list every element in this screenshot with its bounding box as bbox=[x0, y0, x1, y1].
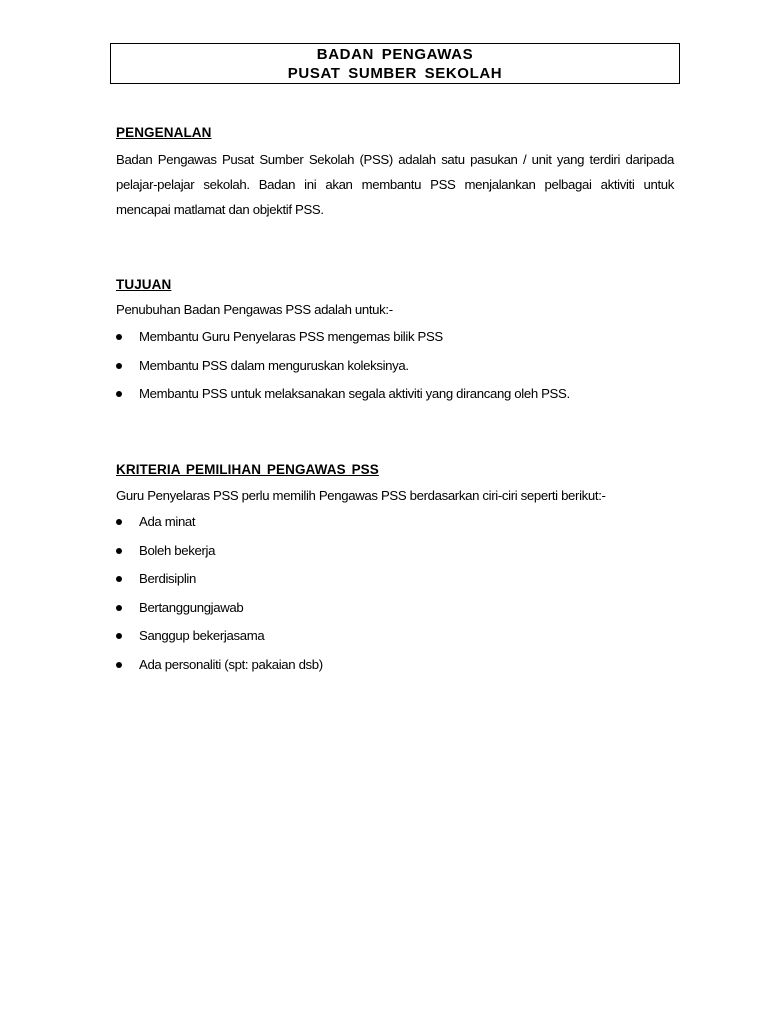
title-box bbox=[110, 43, 680, 84]
list-item-text: Bertanggungjawab bbox=[139, 599, 244, 615]
list-kriteria bbox=[116, 512, 323, 684]
list-item bbox=[116, 327, 570, 356]
list-item-text: Ada minat bbox=[139, 514, 196, 529]
list-item bbox=[116, 598, 323, 627]
list-tujuan bbox=[116, 327, 570, 413]
list-item-text: Ada personaliti (spt: pakaian dsb) bbox=[139, 656, 323, 672]
bullet-icon bbox=[116, 363, 122, 369]
list-item-text: Berdisiplin bbox=[139, 571, 196, 587]
bullet-icon bbox=[116, 633, 122, 639]
title-line-2: PUSAT SUMBER SEKOLAH bbox=[287, 65, 503, 82]
list-item-text: Membantu PSS dalam menguruskan koleksinya. bbox=[139, 357, 409, 373]
list-item bbox=[116, 512, 323, 541]
list-item bbox=[116, 655, 323, 684]
heading-tujuan: TUJUAN bbox=[116, 277, 172, 292]
intro-tujuan: Penubuhan Badan Pengawas PSS adalah untuk:- bbox=[116, 302, 393, 317]
list-item-text: Membantu PSS untuk melaksanakan segala aktiviti yang dirancang oleh PSS. bbox=[139, 386, 570, 401]
title-line-1: BADAN PENGAWAS bbox=[316, 46, 474, 63]
list-item bbox=[116, 569, 323, 598]
bullet-icon bbox=[116, 662, 122, 668]
bullet-icon bbox=[116, 334, 122, 340]
intro-kriteria: Guru Penyelaras PSS perlu memilih Pengawas PSS berdasarkan ciri-ciri seperti berikut:- bbox=[116, 488, 606, 503]
bullet-icon bbox=[116, 519, 122, 525]
bullet-icon bbox=[116, 605, 122, 611]
bullet-icon bbox=[116, 548, 122, 554]
list-item bbox=[116, 384, 570, 413]
bullet-icon bbox=[116, 391, 122, 397]
list-item-text: Boleh bekerja bbox=[139, 542, 216, 558]
list-item bbox=[116, 356, 570, 385]
list-item-text: Sanggup bekerjasama bbox=[139, 628, 265, 644]
list-item-text: Membantu Guru Penyelaras PSS mengemas bilik PSS bbox=[139, 329, 443, 344]
heading-kriteria: KRITERIA PEMILIHAN PENGAWAS PSS bbox=[116, 462, 379, 477]
list-item bbox=[116, 541, 323, 570]
list-item bbox=[116, 626, 323, 655]
paragraph-pengenalan: Badan Pengawas Pusat Sumber Sekolah (PSS) adalah satu pasukan / unit yang terdiri daripada pelajar-pelajar sekolah. Badan ini akan membantu PSS menjalankan pelbagai aktiviti untuk mencapai matlamat dan objektif PSS. bbox=[116, 152, 674, 217]
bullet-icon bbox=[116, 576, 122, 582]
heading-pengenalan: PENGENALAN bbox=[116, 125, 212, 140]
